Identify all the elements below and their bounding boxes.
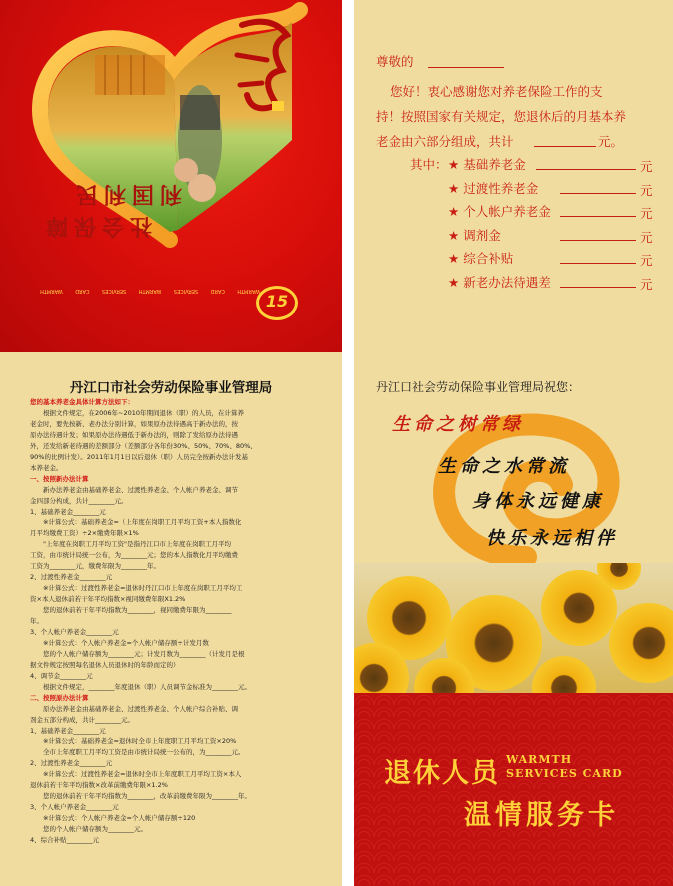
- pension-item-label: 个人帐户养老金: [463, 204, 551, 219]
- calculation-line: 2、过渡性养老金________元: [30, 759, 113, 768]
- calculation-line: 剂金五部分构成，共计________元。: [30, 715, 134, 724]
- amount-blank-line: [560, 216, 636, 217]
- logo-15-icon: 15: [256, 286, 298, 320]
- pension-item-label: 综合补贴: [463, 251, 514, 266]
- wish-title: 丹江口社会劳动保险事业管理局祝您：: [376, 380, 581, 394]
- wish-line-4: 快乐永远相伴: [486, 528, 618, 549]
- calculation-line: 1、基础养老金________元: [30, 507, 106, 516]
- section-heading-line: 二、按照原办法计算: [30, 693, 89, 702]
- unit-label: 元: [640, 253, 653, 268]
- calculation-line: 工资，由市统计局统一公布，为________元；您的本人指数化月平均缴费: [30, 551, 238, 560]
- calculation-line: 新办法养老金由基础养老金、过渡性养老金、个人帐户养老金、调节: [30, 485, 238, 494]
- calculation-line: 3、个人帐户养老金________元: [30, 803, 119, 812]
- greeting-line-2: 持！按照国家有关规定，您退休后的月基本养: [376, 109, 627, 124]
- pension-item: [448, 273, 551, 291]
- tiny-label: SERVICES: [173, 288, 199, 294]
- cover-section: [0, 0, 342, 352]
- calculation-line: 您的退休前若干年平均指数为________，视同缴费年限为________: [30, 606, 232, 615]
- tiny-label: SERVICES: [101, 288, 127, 294]
- pension-item: [448, 249, 513, 267]
- amount-blank-line: [560, 240, 636, 241]
- tiny-label-row: [40, 288, 260, 294]
- wish-section: [354, 372, 673, 572]
- tiny-label: WARMTH: [138, 288, 162, 294]
- calculation-line: 根据文件规定，________年度退休（职）人员调节金标准为________元。: [30, 682, 251, 691]
- greeting-line-3: 老金由六部分组成，共计: [376, 134, 514, 149]
- calculation-line: ※计算公式：个人帐户养老金=个人帐户储存额÷120: [30, 814, 196, 823]
- calculation-line: ※计算公式：基础养老金=退休时全市上年度职工月平均工资×20%: [30, 737, 237, 746]
- unit-label: 元: [640, 229, 653, 245]
- name-blank-line: [428, 67, 504, 68]
- calculation-line: 工资为________元，缴费年限为________年。: [30, 562, 160, 571]
- unit-label: 元: [640, 182, 653, 198]
- calculation-line: ※计算公式：个人帐户养老金=个人帐户储存额÷计发月数: [30, 638, 209, 647]
- calculation-line: 原办法养老金由基础养老金、过渡性养老金、个人帐户综合补贴、调: [30, 704, 238, 713]
- calculation-text-section: [0, 352, 342, 886]
- pension-item-label: 基础养老金: [463, 157, 526, 172]
- calculation-line: 3、个人帐户养老金________元: [30, 627, 119, 636]
- amount-blank-line: [560, 193, 636, 194]
- calculation-line: 退休前若干年平均指数×改革前缴费年限×1.2%: [30, 781, 168, 790]
- card-title-cn-1: 退休人员: [384, 758, 500, 789]
- pension-item-label: 新老办法待遇差: [463, 274, 551, 290]
- star-icon: ★: [448, 251, 464, 266]
- star-icon: ★: [448, 180, 464, 196]
- star-icon: ★: [448, 227, 464, 243]
- card-title-en-1: WARMTH: [506, 753, 573, 766]
- amount-blank-line: [536, 169, 636, 170]
- calculation-line: 老金时，要先按新、老办法分别计算，如果原办法待遇高于新办法的，按: [30, 419, 238, 428]
- calculation-line: 本养老金。: [30, 463, 63, 472]
- calculation-line: 据文件规定按照每名退休人员退休时的年龄而定的）: [30, 660, 180, 669]
- calculation-line: 1、基础养老金________元: [30, 726, 106, 735]
- calculation-line: 4、综合补贴________元: [30, 836, 100, 844]
- calculation-line: 年。: [30, 617, 43, 625]
- section-heading-line: 一、按照新办法计算: [30, 474, 89, 483]
- star-icon: ★: [448, 204, 464, 219]
- calculation-line: 资×本人退休前若干年平均指数×视同缴费年限X1.2%: [30, 595, 186, 604]
- unit-label: 元: [640, 159, 653, 174]
- items-prefix: 其中：: [410, 157, 448, 172]
- pension-item: [448, 226, 501, 244]
- pension-item: [448, 179, 538, 197]
- tiny-label: CARD: [75, 288, 90, 294]
- calculation-line: 月平均缴费工资）÷2×缴费年限×1%: [30, 529, 139, 538]
- calculation-line: ※计算公式：过渡性养老金=退休时全市上年度职工月平均工资×本人: [30, 770, 242, 779]
- wish-line-2: 生命之水常流: [438, 456, 570, 477]
- unit-label: 元: [640, 276, 653, 292]
- section-heading-line: 您的基本养老金具体计算方法如下：: [30, 398, 134, 406]
- pension-item-label: 调剂金: [463, 227, 501, 243]
- star-icon: ★: [448, 157, 464, 172]
- calculation-line: 金四部分构成，共计________元。: [30, 496, 128, 505]
- cover-calligraphy: [232, 15, 292, 125]
- slogan-line-2: 利国利民: [70, 181, 183, 207]
- total-blank-line: [534, 146, 596, 147]
- pension-item-label: 过渡性养老金: [463, 180, 539, 196]
- greeting-line-3-suffix: 元。: [598, 134, 624, 149]
- star-icon: ★: [448, 274, 464, 290]
- sunflower-image: [354, 563, 673, 693]
- calculation-line: 原办法待遇计发；如果原办法待遇低于新办法的，则除了发给原办法待遇: [30, 430, 238, 439]
- calculation-line: 您的退休前若干年平均指数为________，改革前缴费年限为________年。: [30, 792, 251, 801]
- card-title-cn-2: 温情服务卡: [464, 800, 619, 831]
- wish-line-1: 生命之树常绿: [392, 414, 524, 435]
- calculation-line: ※计算公式：过渡性养老金=退休时丹江口市上年度在岗职工月平均工: [30, 584, 243, 593]
- pension-item: [448, 155, 526, 173]
- amount-blank-line: [560, 263, 636, 264]
- calculation-line: 90%的比例计发）。2011年1月1日以后退休（职）人员完全按新办法计发基: [30, 452, 249, 461]
- calculation-line: 根据文件规定，在2006年~2010年期间退休（职）的人员，在计算养: [30, 408, 245, 417]
- card-banner: [354, 693, 673, 886]
- right-panel: [354, 0, 673, 886]
- amount-blank-line: [560, 287, 636, 288]
- calculation-line: 2、过渡性养老金________元: [30, 573, 113, 582]
- left-title: 丹江口市社会劳动保险事业管理局: [69, 380, 273, 396]
- calculation-line: 您的个人帐户储存额为________元。: [30, 825, 147, 834]
- calculation-line: ※计算公式：基础养老金=（上年度在岗职工月平均工资+本人指数化: [30, 518, 242, 527]
- slogan-line-1: 社会保障: [40, 213, 153, 239]
- pension-item: [448, 202, 551, 220]
- greeting-line-1: 您好！衷心感谢您对养老保险工作的支: [390, 84, 603, 99]
- salutation: 尊敬的: [376, 54, 414, 69]
- calculation-line: 外，还发给新老待遇的差额部分（差额部分各年份30%、50%、70%、80%、: [30, 441, 257, 450]
- calculation-line: 4、调节金________元: [30, 671, 93, 680]
- unit-label: 元: [640, 206, 653, 221]
- tiny-label: WARMTH: [40, 288, 63, 294]
- card-title-en-2: SERVICES CARD: [506, 767, 623, 780]
- fold-gutter: [342, 0, 354, 886]
- tiny-label: WARMTH: [237, 288, 260, 294]
- wish-line-3: 身体永远健康: [472, 491, 604, 512]
- calculation-line: 全市上年度职工月平均工资是由市统计局统一公布的，为________元。: [30, 748, 245, 757]
- tiny-label: CARD: [210, 288, 225, 294]
- calculation-line: "上年度在岗职工月平均工资"是指丹江口市上年度在岗职工月平均: [30, 540, 231, 549]
- calculation-line: 您的个人帐户储存额为________元；计发月数为________（计发月是根: [30, 649, 245, 658]
